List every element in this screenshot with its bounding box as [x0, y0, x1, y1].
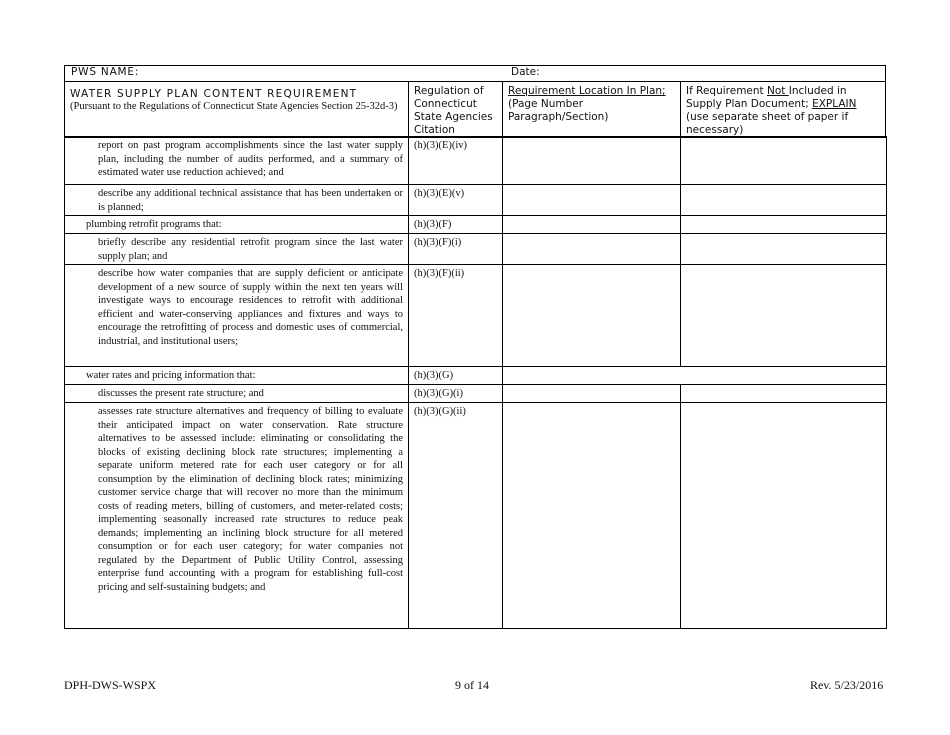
citation-header-line: Regulation of — [414, 85, 484, 97]
location-input-cell[interactable] — [503, 185, 681, 216]
column-headers — [65, 82, 885, 137]
explain-header-post: (use separate sheet of paper if necessary) — [686, 111, 849, 136]
requirement-text: assesses rate structure alternatives and frequency of billing to evaluate their anticipated impact on water conservation. Rate structure alternatives to be assessed include: eliminating or consolidating the blocks of existing declining block rate structures; implementing a separate uniform metered rate for each user category or for all consumption by the elimination of declining block rates; minimizing customer service charge that will recover no more than the minimum costs of reading meters, billing of customers, and meter-related costs; implementing seasonally increased rate structures to reduce peak demands; implementing an inclining block structure for all metered consumption or for each user category; for water companies not regulated by the Department of Public Utility Control, assessing enterprise fund accounting with a program for establishing full-cost pricing and self-sustaining budgets; and — [65, 403, 409, 629]
citation-cell: (h)(3)(F) — [409, 216, 503, 234]
requirement-text: briefly describe any residential retrofit program since the last water supply plan; and — [65, 234, 409, 265]
table-row — [65, 185, 887, 216]
date-label: Date: — [511, 66, 540, 78]
requirement-text: describe how water companies that are supply deficient or anticipate development of a new source of supply within the next ten years will investigate ways to encourage residences to retrofit with additional efficient and water-conserving appliances and fixtures and ways to encourage the retrofitting of process and domestic uses of commercial, industrial, and institutional users; — [65, 265, 409, 367]
explain-header-not: Not — [767, 85, 789, 97]
citation-cell: (h)(3)(E)(iv) — [409, 137, 503, 185]
requirement-text: describe any additional technical assistance that has been undertaken or is planned; — [65, 185, 409, 216]
requirement-column-title: WATER SUPPLY PLAN CONTENT REQUIREMENT — [70, 88, 358, 100]
citation-header-line: State Agencies — [414, 111, 493, 123]
table-row — [65, 137, 887, 185]
location-column-header — [503, 82, 681, 137]
citation-cell: (h)(3)(F)(ii) — [409, 265, 503, 367]
location-header-rest: (Page Number Paragraph/Section) — [508, 98, 609, 123]
explain-header-pre: If Requirement — [686, 85, 767, 97]
location-input-cell[interactable] — [503, 385, 681, 403]
table-row — [65, 385, 887, 403]
form-header — [64, 65, 886, 138]
location-header-underlined: Requirement Location In Plan; — [508, 85, 666, 97]
explain-input-cell[interactable] — [681, 265, 887, 367]
citation-cell: (h)(3)(G)(i) — [409, 385, 503, 403]
requirement-text: plumbing retrofit programs that: — [65, 216, 409, 234]
citation-header-line: Connecticut — [414, 98, 477, 110]
form-id: DPH-DWS-WSPX — [64, 678, 157, 692]
requirement-column-subtitle: (Pursuant to the Regulations of Connecticut State Agencies Section 25-32d-3) — [70, 101, 398, 112]
requirement-text: report on past program accomplishments since the last water supply plan, including the number of audits performed, and a summary of estimated water use reduction achieved; and — [65, 137, 409, 185]
table-row — [65, 403, 887, 629]
explain-input-cell[interactable] — [681, 234, 887, 265]
explain-input-cell[interactable] — [681, 385, 887, 403]
explain-input-cell[interactable] — [681, 216, 887, 234]
citation-cell: (h)(3)(G) — [409, 367, 503, 385]
explain-header-mid: Included in Supply Plan Document; — [686, 85, 847, 110]
pws-name-label: PWS NAME: — [71, 66, 140, 78]
explain-header-explain: EXPLAIN — [812, 98, 857, 110]
location-input-cell[interactable] — [503, 137, 681, 185]
location-input-cell[interactable] — [503, 265, 681, 367]
requirements-table — [64, 136, 887, 629]
table-row — [65, 234, 887, 265]
citation-cell: (h)(3)(G)(ii) — [409, 403, 503, 629]
explain-column-header — [681, 82, 885, 137]
pws-name-row — [65, 66, 885, 82]
table-row — [65, 216, 887, 234]
citation-cell: (h)(3)(E)(v) — [409, 185, 503, 216]
citation-column-header — [409, 82, 503, 137]
table-row — [65, 367, 887, 385]
requirement-text: water rates and pricing information that: — [65, 367, 409, 385]
explain-input-cell[interactable] — [681, 185, 887, 216]
revision-date: Rev. 5/23/2016 — [810, 678, 884, 692]
location-input-cell[interactable] — [503, 403, 681, 629]
citation-cell: (h)(3)(F)(i) — [409, 234, 503, 265]
table-row — [65, 265, 887, 367]
location-input-cell[interactable] — [503, 216, 681, 234]
merged-input-cell[interactable] — [503, 367, 887, 385]
citation-header-line: Citation — [414, 124, 455, 136]
explain-input-cell[interactable] — [681, 403, 887, 629]
requirement-column-header — [65, 82, 409, 137]
page-number: 9 of 14 — [455, 678, 489, 692]
explain-input-cell[interactable] — [681, 137, 887, 185]
requirement-text: discusses the present rate structure; and — [65, 385, 409, 403]
location-input-cell[interactable] — [503, 234, 681, 265]
